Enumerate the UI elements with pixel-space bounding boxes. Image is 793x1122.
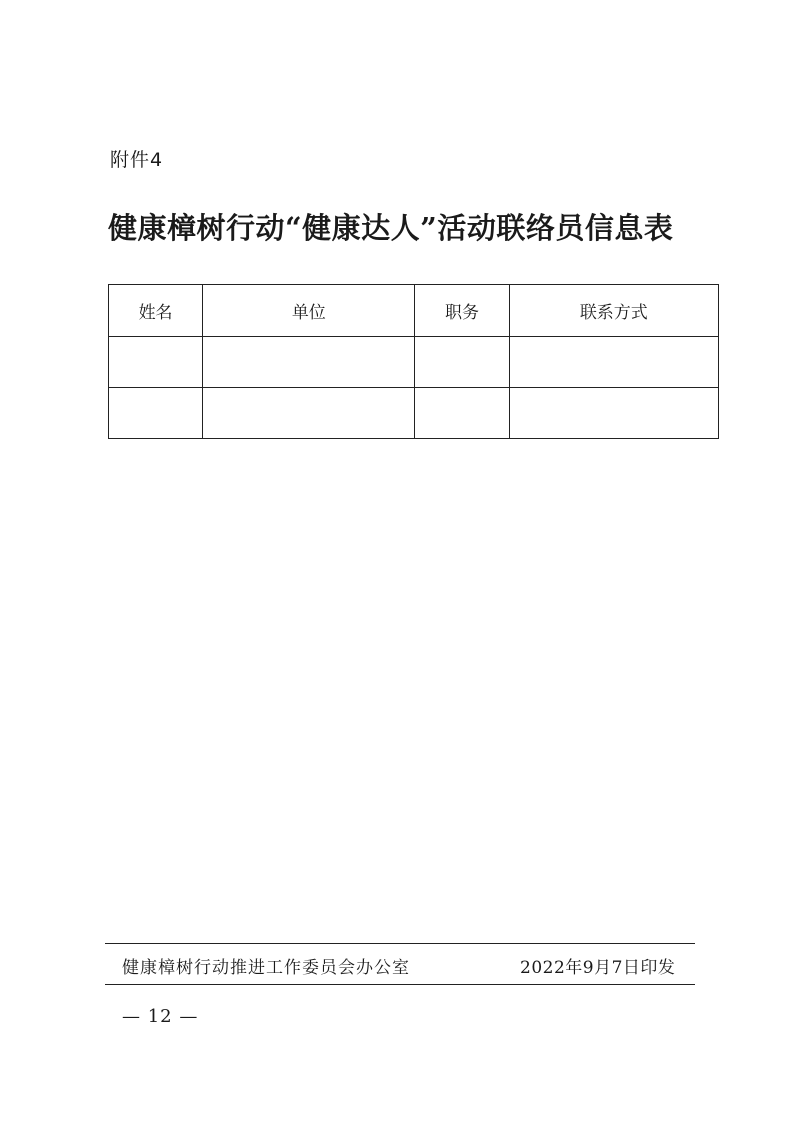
table-cell [509,388,718,439]
header-contact: 联系方式 [509,285,718,337]
document-title: 健康樟树行动“健康达人”活动联络员信息表 [108,211,674,245]
table-cell [203,337,415,388]
header-unit: 单位 [203,285,415,337]
attachment-label: 附件4 [110,149,164,171]
table-row [109,337,719,388]
table-cell [203,388,415,439]
table-cell [415,388,509,439]
table-cell [415,337,509,388]
footer-bottom-rule [105,984,695,985]
footer-top-rule [105,943,695,944]
table-header-row [109,285,719,337]
table-cell [109,337,203,388]
footer-issue-date: 2022年9月7日印发 [520,958,676,978]
contact-info-table [108,284,719,439]
header-position: 职务 [415,285,509,337]
page-number: — 12 — [122,1006,199,1027]
header-name: 姓名 [109,285,203,337]
table-row [109,388,719,439]
table-cell [109,388,203,439]
table-cell [509,337,718,388]
footer-organization: 健康樟树行动推进工作委员会办公室 [122,958,410,978]
